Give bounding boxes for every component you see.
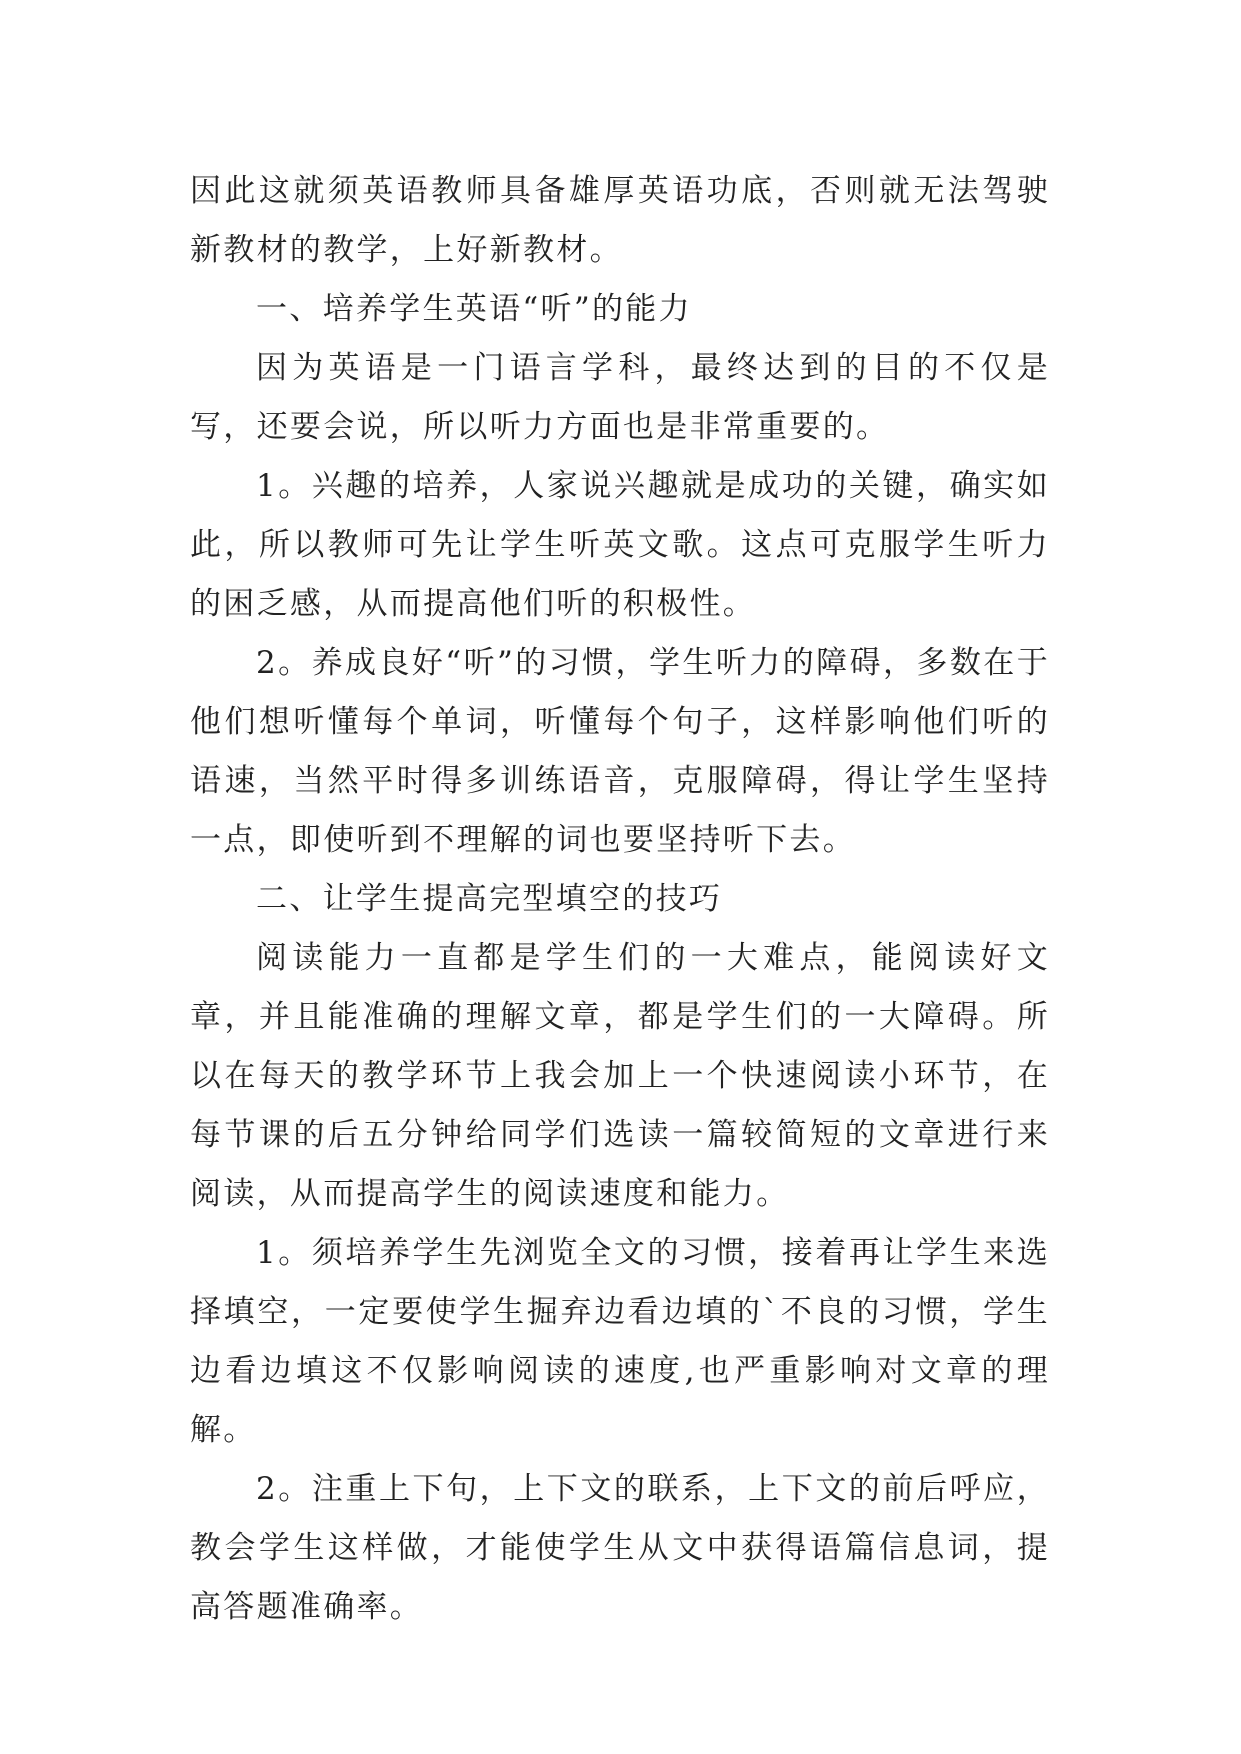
paragraph-intro: 因此这就须英语教师具备雄厚英语功底，否则就无法驾驶新教材的教学，上好新教材。 xyxy=(190,173,1050,268)
section-heading-cloze: 二、让学生提高完型填空的技巧 xyxy=(256,881,723,917)
paragraph-cloze-point-2: 2。注重上下句，上下文的联系，上下文的前后呼应，教会学生这样做，才能使学生从文中获得语篇信息词，提高答题准确率。 xyxy=(190,1471,1050,1625)
paragraph-listening-point-1: 1。兴趣的培养，人家说兴趣就是成功的关键，确实如此，所以教师可先让学生听英文歌。这点可克服学生听力的困乏感，从而提高他们听的积极性。 xyxy=(190,468,1050,622)
section-heading-listening: 一、培养学生英语“听”的能力 xyxy=(256,291,692,327)
document-body xyxy=(190,162,1050,1637)
paragraph-reading-ability: 阅读能力一直都是学生们的一大难点，能阅读好文章，并且能准确的理解文章，都是学生们的一大障碍。所以在每天的教学环节上我会加上一个快速阅读小环节，在每节课的后五分钟给同学们选读一篇较简短的文章进行来阅读，从而提高学生的阅读速度和能力。 xyxy=(190,940,1050,1212)
paragraph-cloze-point-1: 1。须培养学生先浏览全文的习惯，接着再让学生来选择填空，一定要使学生掘弃边看边填的`不良的习惯，学生边看边填这不仅影响阅读的速度,也严重影响对文章的理解。 xyxy=(190,1235,1050,1448)
paragraph-listening-importance: 因为英语是一门语言学科，最终达到的目的不仅是写，还要会说，所以听力方面也是非常重要的。 xyxy=(190,350,1050,445)
paragraph-listening-point-2: 2。养成良好“听”的习惯，学生听力的障碍，多数在于他们想听懂每个单词，听懂每个句子，这样影响他们听的语速，当然平时得多训练语音，克服障碍，得让学生坚持一点，即使听到不理解的词也要坚持听下去。 xyxy=(190,645,1050,858)
